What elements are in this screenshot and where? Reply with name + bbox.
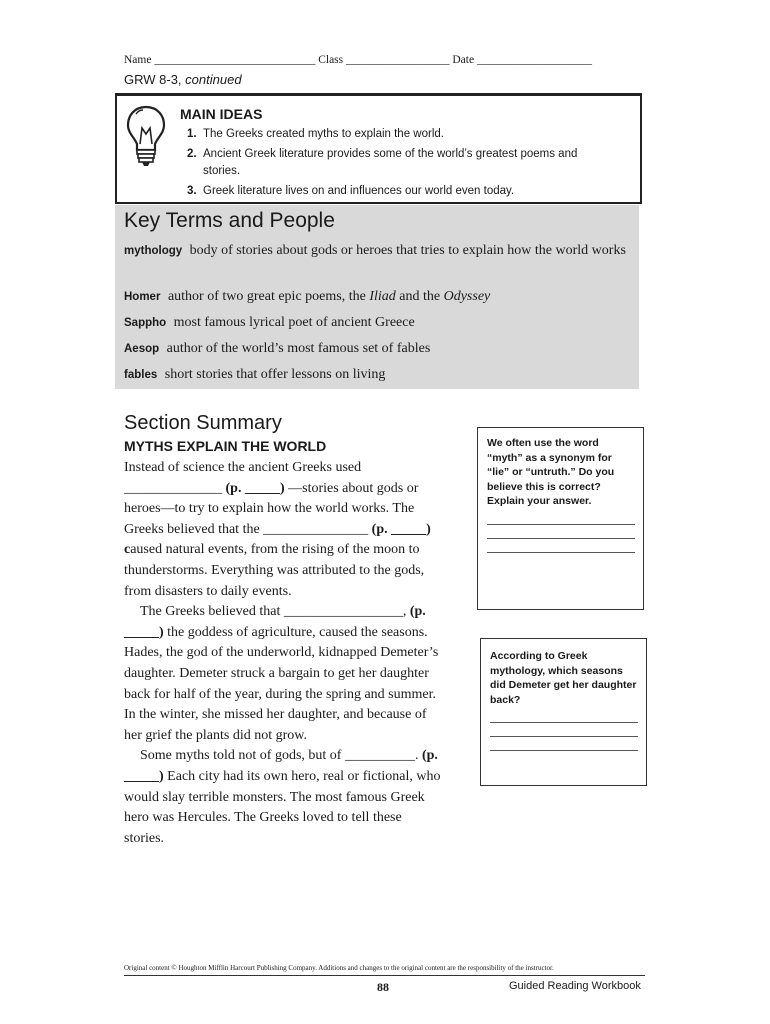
answer-line[interactable]: [487, 539, 635, 553]
answer-line[interactable]: [490, 709, 638, 723]
term-definition: author of the world’s most famous set of fables: [166, 341, 431, 356]
summary-span: Some myths told not of gods, but of __________.: [140, 748, 422, 764]
key-terms-title: Key Terms and People: [124, 209, 335, 232]
answer-lines[interactable]: [490, 709, 638, 751]
term-sappho: [124, 313, 634, 333]
term-label: Homer: [124, 291, 161, 303]
question-text: According to Greek mythology, which seasons did Demeter get her daughter back?: [490, 650, 637, 706]
answer-line[interactable]: [490, 737, 638, 751]
main-ideas-title: MAIN IDEAS: [180, 106, 263, 122]
main-idea-text: Greek literature lives on and influences our world even today.: [203, 185, 515, 197]
summary-span: Each city had its own hero, real or fictional, who would slay terrible monsters. The most famous Greek hero was Hercules. The Greeks loved to tell these stories.: [124, 768, 441, 846]
summary-span: The Greeks believed that _________________,: [140, 604, 410, 620]
page-ref: (p. _____) c: [124, 521, 431, 558]
term-definition-mid: and the: [395, 289, 444, 304]
term-definition: short stories that offer lessons on living: [164, 367, 386, 382]
sidebar-question-demeter: [480, 638, 647, 786]
summary-span: the goddess of agriculture, caused the seasons. Hades, the god of the underworld, kidnapped Demeter’s daughter. Demeter struck a bargain to get her daughter back for half of the year, during the spring and summer. In the winter, she missed her daughter, and because of her grief the plants did not grow.: [124, 624, 439, 743]
main-idea-item: [187, 146, 617, 180]
term-label: Sappho: [124, 317, 167, 329]
answer-line[interactable]: [490, 723, 638, 737]
copyright-credit: Original content © Houghton Mifflin Harcourt Publishing Company. Additions and changes to the original content are the responsibility of the instructor.: [124, 964, 554, 972]
main-idea-item: [187, 183, 617, 200]
term-label: Aesop: [124, 343, 160, 355]
summary-span: —stories about gods or heroes—to try to explain how the world works. The Greeks believed that the _______________: [124, 480, 419, 537]
worksheet-code: GRW 8-3,: [124, 72, 186, 87]
summary-text: [124, 458, 444, 849]
section-summary-title: Section Summary: [124, 412, 282, 434]
question-text: We often use the word “myth” as a synonym for “lie” or “untruth.” Do you believe this is correct? Explain your answer.: [487, 437, 615, 507]
term-homer: [124, 287, 634, 307]
main-idea-number: 3.: [187, 185, 197, 197]
term-fables: [124, 365, 634, 385]
term-definition: most famous lyrical poet of ancient Greece: [173, 315, 415, 330]
term-definition: body of stories about gods or heroes that tries to explain how the world works: [189, 243, 626, 258]
main-idea-number: 2.: [187, 148, 197, 160]
page-ref: (p. _____): [124, 604, 426, 640]
key-terms-panel: [115, 205, 639, 389]
term-mythology: [124, 241, 634, 261]
term-label: fables: [124, 369, 158, 381]
name-class-date-line: Name ____________________________ Class __________________ Date ____________________: [124, 54, 592, 66]
section-subtitle: MYTHS EXPLAIN THE WORLD: [124, 438, 327, 454]
main-idea-text: Ancient Greek literature provides some of the world’s greatest poems and stories.: [203, 148, 578, 177]
term-aesop: [124, 339, 634, 359]
term-label: mythology: [124, 245, 183, 257]
main-ideas-list: [187, 126, 617, 203]
main-idea-text: The Greeks created myths to explain the world.: [203, 128, 444, 140]
term-title-iliad: Iliad: [369, 289, 396, 304]
summary-paragraph: [124, 458, 444, 602]
main-ideas-box: [115, 93, 642, 204]
lightbulb-icon: [124, 104, 168, 168]
summary-paragraph: [124, 602, 444, 746]
answer-line[interactable]: [487, 511, 635, 525]
answer-line[interactable]: [487, 525, 635, 539]
page-ref: (p. _____): [124, 748, 438, 784]
page-number: 88: [377, 980, 389, 994]
page-ref: (p. _____): [225, 480, 285, 496]
summary-paragraph: [124, 746, 444, 849]
workbook-title: Guided Reading Workbook: [509, 980, 641, 992]
main-idea-number: 1.: [187, 128, 197, 140]
main-idea-item: [187, 126, 617, 143]
summary-span: aused natural events, from the rising of the moon to thunderstorms. Everything was attributed to the gods, from disasters to daily events.: [124, 542, 425, 599]
summary-span: Instead of science the ancient Greeks used ______________: [124, 460, 362, 496]
term-title-odyssey: Odyssey: [443, 289, 491, 304]
term-definition: author of two great epic poems, the: [167, 289, 370, 304]
footer-divider: [124, 975, 645, 976]
sidebar-question-myth: [477, 427, 644, 610]
answer-lines[interactable]: [487, 511, 635, 553]
worksheet-id: [124, 72, 242, 87]
continued-label: continued: [185, 72, 242, 87]
